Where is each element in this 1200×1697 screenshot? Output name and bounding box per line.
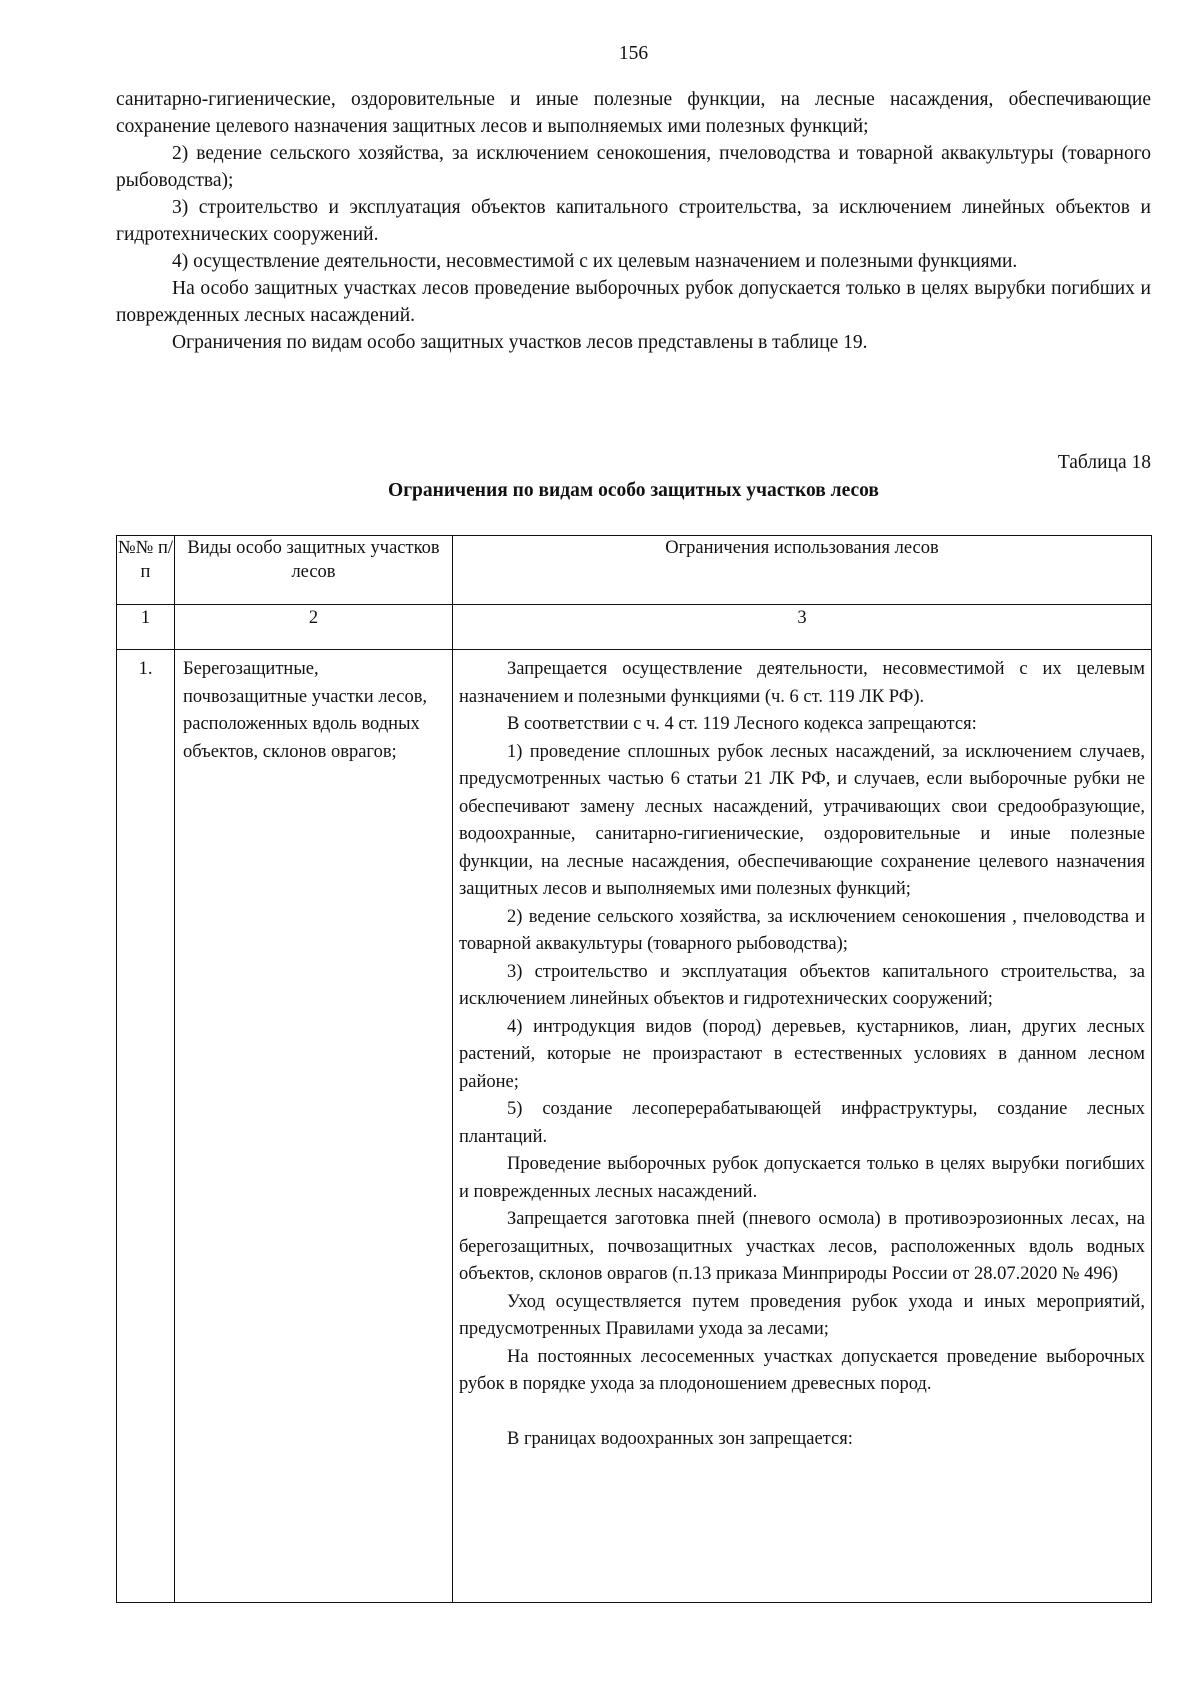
intro-paragraph: 4) осуществление деятельности, несовместимой с их целевым назначением и полезными функциями. [172, 251, 1018, 272]
intro-paragraph: санитарно-гигиенические, оздоровительные и иные полезные функции, на лесные насаждения, обеспечивающие сохранение целевого назначения защитных лесов и выполняемых ими полезных функций; [116, 89, 1151, 137]
restriction-paragraph: 3) строительство и эксплуатация объектов капитального строительства, за исключением линейных объектов и гидротехнических сооружений; [459, 961, 1145, 1009]
restriction-paragraph: Уход осуществляется путем проведения рубок ухода и иных мероприятий, предусмотренных Правилами ухода за лесами; [459, 1291, 1145, 1339]
column-number: 1 [117, 605, 175, 650]
header-kind: Виды особо защитных участков лесов [175, 536, 453, 605]
table-title: Ограничения по видам особо защитных участков лесов [388, 480, 879, 501]
restriction-paragraph: В границах водоохранных зон запрещается: [507, 1428, 853, 1449]
column-number: 2 [175, 605, 453, 650]
intro-paragraph: 2) ведение сельского хозяйства, за исключением сенокошения, пчеловодства и товарной аквакультуры (товарного рыбоводства); [116, 143, 1151, 191]
table-row [117, 650, 1152, 1603]
page-number: 156 [618, 43, 649, 64]
restriction-paragraph: Запрещается осуществление деятельности, несовместимой с их целевым назначением и полезными функциями (ч. 6 ст. 119 ЛК РФ). [459, 659, 1145, 707]
table-header-row [117, 536, 1152, 605]
row-restrictions [453, 650, 1152, 1603]
intro-paragraph: Ограничения по видам особо защитных участков лесов представлены в таблице 19. [172, 332, 868, 353]
intro-text [116, 86, 1151, 356]
header-restrictions: Ограничения использования лесов [453, 536, 1152, 605]
row-kind: Берегозащитные, почвозащитные участки лесов, расположенных вдоль водных объектов, склонов оврагов; [175, 650, 453, 1603]
restriction-paragraph: 4) интродукция видов (пород) деревьев, кустарников, лиан, других лесных растений, которые не произрастают в естественных условиях в данном лесном районе; [459, 1016, 1145, 1092]
restriction-paragraph: 1) проведение сплошных рубок лесных насаждений, за исключением случаев, предусмотренных частью 6 статьи 21 ЛК РФ, и случаев, если выборочные рубки не обеспечивают замену лесных насаждений, утрачивающих свои средообразующие, водоохранные, санитарно-гигиенические, оздоровительные и иные полезные функции, на лесные насаждения, обеспечивающие сохранение целевого назначения защитных лесов и выполняемых ими полезных функций; [459, 741, 1145, 899]
restriction-paragraph: 5) создание лесоперерабатывающей инфраструктуры, создание лесных плантаций. [459, 1099, 1145, 1147]
row-number: 1. [117, 650, 175, 1603]
header-number: №№ п/п [117, 536, 175, 605]
restriction-paragraph: 2) ведение сельского хозяйства, за исключением сенокошения , пчеловодства и товарной аквакультуры (товарного рыбоводства); [459, 906, 1145, 954]
intro-paragraph: На особо защитных участках лесов проведение выборочных рубок допускается только в целях вырубки погибших и поврежденных лесных насаждений. [116, 278, 1151, 326]
intro-paragraph: 3) строительство и эксплуатация объектов капитального строительства, за исключением линейных объектов и гидротехнических сооружений. [116, 197, 1151, 245]
restriction-paragraph: В соответствии с ч. 4 ст. 119 Лесного кодекса запрещаются: [507, 714, 977, 734]
restriction-paragraph: На постоянных лесосеменных участках допускается проведение выборочных рубок в порядке ухода за плодоношением древесных пород. [459, 1346, 1145, 1394]
column-number-row [117, 605, 1152, 650]
restriction-paragraph: Проведение выборочных рубок допускается только в целях вырубки погибших и поврежденных лесных насаждений. [459, 1154, 1145, 1202]
restriction-paragraph: Запрещается заготовка пней (пневого осмола) в противоэрозионных лесах, на берегозащитных, почвозащитных участках лесов, расположенных вдоль водных объектов, склонов оврагов (п.13 приказа Минприроды России от 28.07.2020 № 496) [459, 1209, 1145, 1284]
table-caption: Таблица 18 [1057, 452, 1151, 473]
restrictions-table [116, 535, 1152, 1603]
column-number: 3 [453, 605, 1152, 650]
